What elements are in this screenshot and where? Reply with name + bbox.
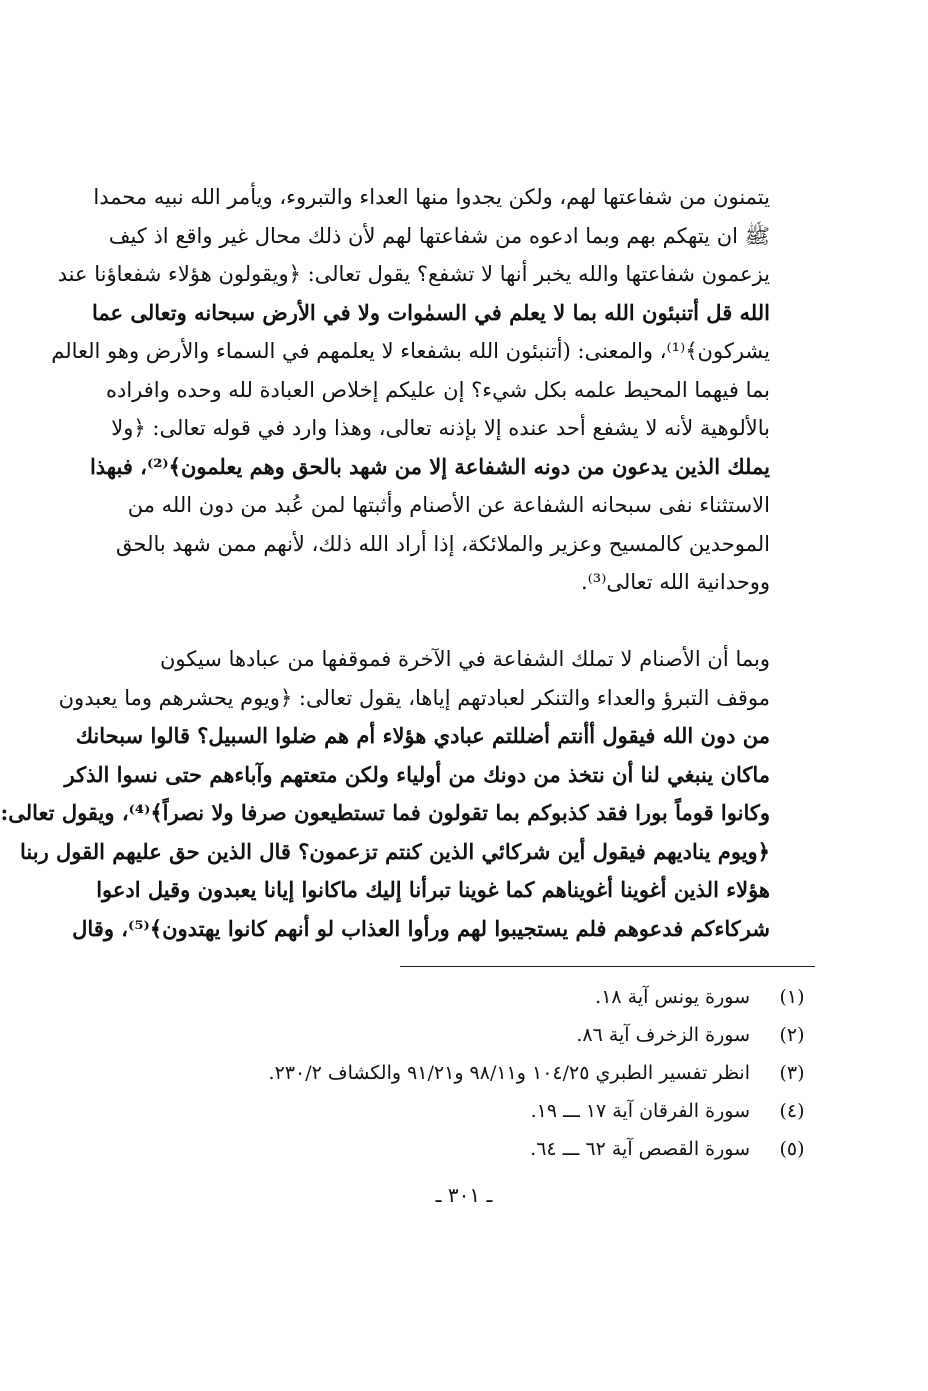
footnote-number: (٣) — [779, 1062, 805, 1084]
footnote-item — [160, 1130, 820, 1168]
footnote-item — [160, 978, 820, 1016]
quran-text-line: وكانوا قوماً بورا فقد كذبوكم بما تقولون فما تستطيعون صرفا ولا نصراً﴾⁽⁴⁾، ويقول تعالى: — [0, 800, 770, 825]
text-line: يتمنون من شفاعتها لهم، ولكن يجدوا منها العداء والتبروء، ويأمر الله نبيه محمدا — [93, 185, 770, 209]
quran-text-line: ﴿ويوم يناديهم فيقول أين شركائي الذين كنتم تزعمون؟ قال الذين حق عليهم القول ربنا — [19, 838, 770, 864]
footnote-item — [160, 1054, 820, 1092]
paragraph-1 — [51, 178, 770, 602]
quran-text-line: ماكان ينبغي لنا أن نتخذ من دونك من أولياء ولكن متعتهم وآباءهم حتى نسوا الذكر — [64, 761, 770, 787]
text-line: ووحدانية الله تعالى⁽³⁾. — [580, 570, 770, 594]
page-number: ـ ٣٠١ ـ — [435, 1183, 493, 1207]
text-line: موقف التبرؤ والعداء والتنكر لعبادتهم إياها، يقول تعالى: ﴿ويوم يحشرهم وما يعبدون — [58, 685, 770, 710]
text-line: بما فيهما المحيط علمه بكل شيء؟ إن عليكم إخلاص العبادة لله وحده وافراده — [105, 377, 770, 402]
quran-text-line: هؤلاء الذين أغوينا أغويناهم كما غوينا تبرأنا إليك ماكانوا إيانا يعبدون وقيل ادعوا — [96, 877, 770, 902]
text-line: الاستثناء نفى سبحانه الشفاعة عن الأصنام وأثبتها لمن عُبد من دون الله من — [127, 493, 770, 517]
footnote-number: (١) — [779, 986, 805, 1008]
footnote-text: سورة القصص آية ٦٢ ـــ ٦٤. — [530, 1138, 750, 1160]
footnote-item — [160, 1016, 820, 1054]
quran-text-line: شركاءكم فدعوهم فلم يستجيبوا لهم ورأوا العذاب لو أنهم كانوا يهتدون﴾⁽⁵⁾، وقال — [72, 915, 770, 941]
quran-text-line: من دون الله فيقول أأنتم أضللتم عبادي هؤلاء أم هم ضلوا السبيل؟ قالوا سبحانك — [75, 723, 770, 748]
text-line: ﷺ ان يتهكم بهم وبما ادعوه من شفاعتها لهم لأن ذلك محال غير واقع اذ كيف — [108, 223, 770, 248]
quran-text-line: يملك الذين يدعون من دونه الشفاعة إلا من شهد بالحق وهم يعلمون﴾⁽²⁾، فبهذا — [89, 453, 770, 479]
footnote-text: انظر تفسير الطبري ١٠٤/٢٥ و٩٨/١١ و٩١/٢١ والكشاف ٢٣٠/٢. — [268, 1062, 750, 1084]
quran-text-line: الله قل أتنبئون الله بما لا يعلم في السمٰوات ولا في الأرض سبحانه وتعالى عما — [92, 299, 770, 325]
text-line: وبما أن الأصنام لا تملك الشفاعة في الآخرة فموقفها من عبادها سيكون — [160, 647, 770, 671]
footnote-separator — [400, 966, 815, 967]
paragraph-2 — [0, 640, 770, 948]
text-line: يشركون﴾⁽¹⁾، والمعنى: (أتنبئون الله بشفعاء لا يعلمهم في السماء والأرض وهو العالم — [51, 339, 770, 363]
footnote-number: (٥) — [779, 1138, 805, 1160]
footnotes — [160, 978, 820, 1168]
footnote-text: سورة الزخرف آية ٨٦. — [576, 1024, 750, 1046]
footnote-text: سورة يونس آية ١٨. — [595, 986, 750, 1008]
footnote-text: سورة الفرقان آية ١٧ ـــ ١٩. — [530, 1100, 750, 1122]
footnote-number: (٤) — [779, 1100, 805, 1122]
text-line: بالألوهية لأنه لا يشفع أحد عنده إلا بإذنه تعالى، وهذا وارد في قوله تعالى: ﴿ولا — [111, 416, 770, 440]
footnote-item — [160, 1092, 820, 1130]
text-line: يزعمون شفاعتها والله يخبر أنها لا تشفع؟ يقول تعالى: ﴿ويقولون هؤلاء شفعاؤنا عند — [57, 262, 770, 286]
footnote-number: (٢) — [779, 1024, 805, 1046]
text-line: الموحدين كالمسيح وعزير والملائكة، إذا أراد الله ذلك، لأنهم ممن شهد بالحق — [116, 531, 770, 556]
